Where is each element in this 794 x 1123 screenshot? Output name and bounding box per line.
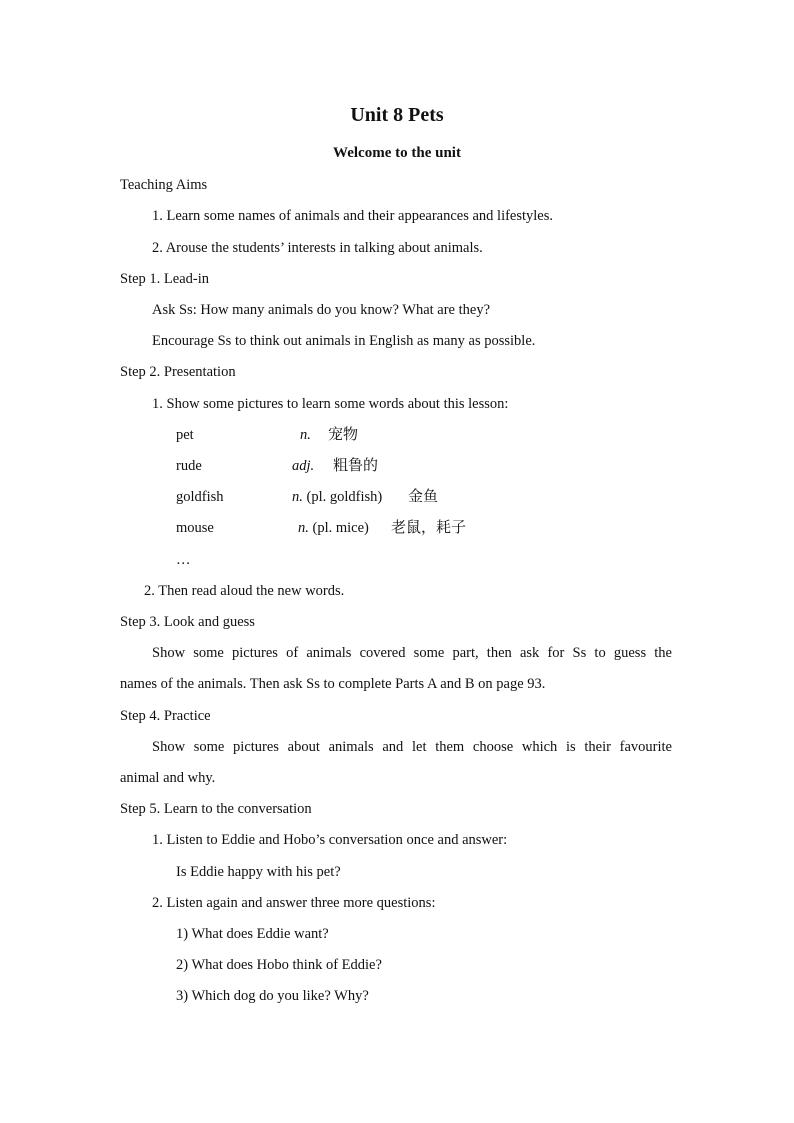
step5-heading: Step 5. Learn to the conversation — [120, 801, 312, 817]
step2-item-1: 1. Show some pictures to learn some words about this lesson: — [152, 396, 509, 412]
vocab-pos-detail — [298, 519, 369, 537]
aim-item-1: 1. Learn some names of animals and their appearances and lifestyles. — [152, 208, 554, 224]
step5-item-1: 1. Listen to Eddie and Hobo’s conversation once and answer: — [152, 832, 508, 848]
unit-subtitle: Welcome to the unit — [333, 145, 461, 161]
vocab-word: mouse — [176, 520, 214, 536]
aim-item-2: 2. Arouse the students’ interests in talking about animals. — [152, 240, 483, 256]
vocab-word: pet — [176, 427, 194, 443]
step1-line-1: Ask Ss: How many animals do you know? What are they? — [152, 302, 491, 318]
vocab-pos: n. — [292, 489, 303, 505]
vocab-word: goldfish — [176, 489, 224, 505]
step3-heading: Step 3. Look and guess — [120, 614, 255, 630]
vocab-pos: n. — [300, 427, 311, 443]
step5-question: 3) Which dog do you like? Why? — [176, 988, 369, 1004]
step5-item-2: 2. Listen again and answer three more questions: — [152, 895, 436, 911]
step5-item-1-question: Is Eddie happy with his pet? — [176, 864, 341, 880]
vocab-ellipsis: … — [176, 552, 191, 568]
vocab-plural: (pl. goldfish) — [302, 489, 383, 505]
step4-line-1: Show some pictures about animals and let them choose which is their favourite — [152, 739, 672, 755]
step2-heading: Step 2. Presentation — [120, 364, 236, 380]
step4-line-2: animal and why. — [120, 770, 216, 786]
vocab-pos: n. — [298, 520, 309, 536]
step1-line-2: Encourage Ss to think out animals in English as many as possible. — [152, 333, 536, 349]
step3-line-1: Show some pictures of animals covered some part, then ask for Ss to guess the — [152, 645, 672, 661]
vocab-pos: adj. — [292, 458, 315, 474]
vocab-meaning: 宠物 — [328, 425, 359, 443]
vocab-meaning: 金鱼 — [408, 487, 439, 505]
vocab-pos-detail — [292, 488, 382, 506]
step5-question: 1) What does Eddie want? — [176, 926, 329, 942]
step5-question: 2) What does Hobo think of Eddie? — [176, 957, 382, 973]
step1-heading: Step 1. Lead-in — [120, 271, 209, 287]
vocab-plural: (pl. mice) — [308, 520, 369, 536]
vocab-meaning: 粗鲁的 — [333, 456, 379, 474]
step3-line-2: names of the animals. Then ask Ss to complete Parts A and B on page 93. — [120, 676, 546, 692]
step4-heading: Step 4. Practice — [120, 708, 211, 724]
vocab-word: rude — [176, 458, 202, 474]
teaching-aims-heading: Teaching Aims — [120, 177, 208, 193]
unit-title: Unit 8 Pets — [350, 104, 444, 126]
step2-item-2: 2. Then read aloud the new words. — [144, 583, 345, 599]
vocab-meaning: 老鼠，耗子 — [391, 518, 467, 536]
